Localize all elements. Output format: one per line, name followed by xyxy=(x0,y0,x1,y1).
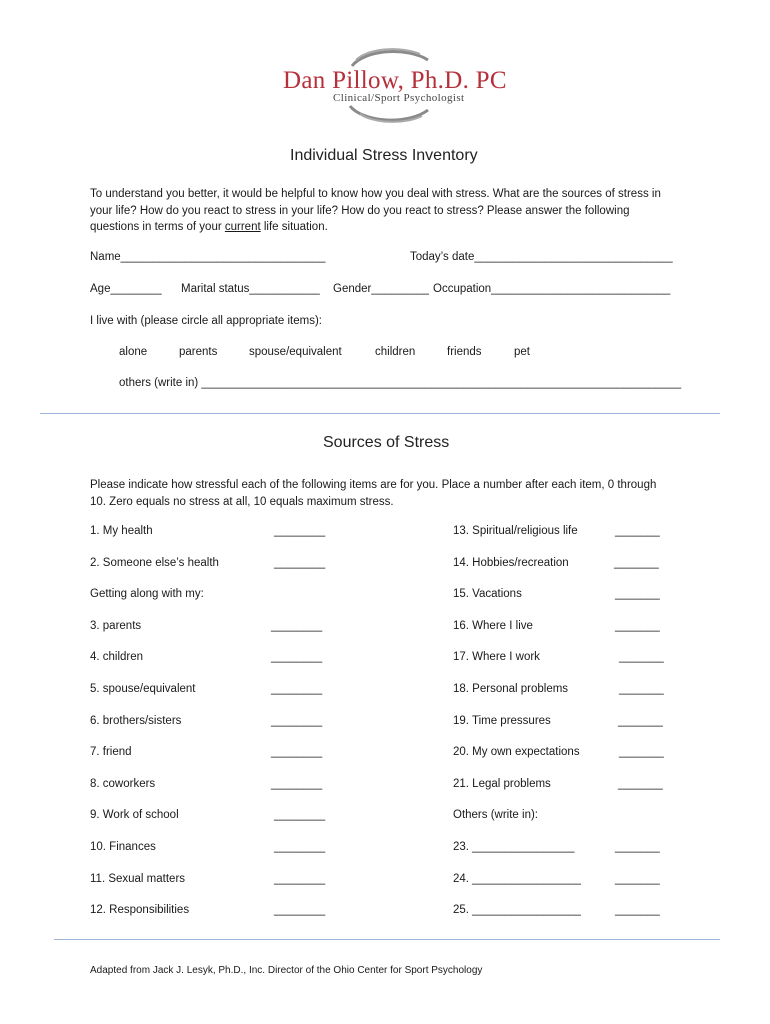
item-label: 20. My own expectations xyxy=(453,746,580,758)
rating-blank[interactable]: _______ xyxy=(615,841,660,853)
rating-blank[interactable]: _______ xyxy=(618,715,663,727)
rating-blank[interactable]: _______ xyxy=(615,904,660,916)
sources-title: Sources of Stress xyxy=(323,434,450,451)
rating-blank[interactable]: ________ xyxy=(271,715,323,727)
marital-status-field[interactable]: Marital status___________ xyxy=(181,283,320,295)
footer-credit: Adapted from Jack J. Lesyk, Ph.D., Inc. Director of the Ohio Center for Sport Psychology xyxy=(90,965,483,976)
live-with-option-friends[interactable]: friends xyxy=(447,346,482,358)
rating-blank[interactable]: ________ xyxy=(274,904,326,916)
rating-blank[interactable]: _______ xyxy=(619,746,664,758)
item-label: 3. parents xyxy=(90,620,142,632)
rating-blank[interactable]: _______ xyxy=(615,525,660,537)
gender-field[interactable]: Gender_________ xyxy=(333,283,429,295)
item-label: 18. Personal problems xyxy=(453,683,569,695)
rating-blank[interactable]: ________ xyxy=(271,683,323,695)
item-label: 7. friend xyxy=(90,746,132,758)
logo-subtitle: Clinical/Sport Psychologist xyxy=(333,92,465,104)
item-label: 12. Responsibilities xyxy=(90,904,190,916)
rating-blank[interactable]: ________ xyxy=(271,620,323,632)
item-label: 17. Where I work xyxy=(453,651,540,663)
rating-blank[interactable]: ________ xyxy=(274,873,326,885)
name-field[interactable]: Name________________________________ xyxy=(90,251,326,263)
item-label: 11. Sexual matters xyxy=(90,873,186,885)
intro-line-3 xyxy=(90,219,661,236)
rating-blank[interactable]: _______ xyxy=(619,651,664,663)
intro-paragraph xyxy=(90,186,661,236)
item-label: 4. children xyxy=(90,651,144,663)
write-in-item-field[interactable]: 24. _________________ xyxy=(453,873,581,885)
item-label: 5. spouse/equivalent xyxy=(90,683,196,695)
intro-underlined-word: current xyxy=(224,221,261,233)
occupation-field[interactable]: Occupation____________________________ xyxy=(433,283,671,295)
item-label: 16. Where I live xyxy=(453,620,533,632)
footer-divider xyxy=(54,939,720,940)
section-divider xyxy=(40,413,720,414)
live-with-option-spouse[interactable]: spouse/equivalent xyxy=(249,346,342,358)
live-with-option-alone[interactable]: alone xyxy=(119,346,148,358)
rating-blank[interactable]: ________ xyxy=(274,809,326,821)
item-label: 21. Legal problems xyxy=(453,778,551,790)
live-with-prompt: I live with (please circle all appropriate items): xyxy=(90,315,323,327)
instructions-line-1: Please indicate how stressful each of the following items are for you. Place a number after each item, 0 through xyxy=(90,479,657,491)
rating-blank[interactable]: ________ xyxy=(274,525,326,537)
others-write-in-field[interactable]: others (write in) ___________________________________________________________________________ xyxy=(119,377,682,389)
rating-blank[interactable]: ________ xyxy=(274,841,326,853)
item-label: 8. coworkers xyxy=(90,778,156,790)
item-label: 6. brothers/sisters xyxy=(90,715,182,727)
rating-blank[interactable]: _______ xyxy=(618,778,663,790)
rating-blank[interactable]: ________ xyxy=(271,778,323,790)
item-label: Getting along with my: xyxy=(90,588,204,600)
todays-date-field[interactable]: Today’s date_______________________________ xyxy=(410,251,673,263)
rating-blank[interactable]: _______ xyxy=(615,588,660,600)
live-with-option-pet[interactable]: pet xyxy=(514,346,530,358)
live-with-option-children[interactable]: children xyxy=(375,346,416,358)
sources-instructions xyxy=(90,477,656,510)
rating-blank[interactable]: _______ xyxy=(615,873,660,885)
item-label: 14. Hobbies/recreation xyxy=(453,557,569,569)
item-label: 9. Work of school xyxy=(90,809,179,821)
live-with-option-parents[interactable]: parents xyxy=(179,346,218,358)
rating-blank[interactable]: _______ xyxy=(615,620,660,632)
rating-blank[interactable]: ________ xyxy=(274,557,326,569)
intro-line-2: your life? How do you react to stress in your life? How do you react to stress? Please answer the following xyxy=(90,204,630,217)
write-in-item-field[interactable]: 23. ________________ xyxy=(453,841,575,853)
logo-name: Dan Pillow, Ph.D. PC xyxy=(283,67,507,94)
item-label: 19. Time pressures xyxy=(453,715,551,727)
intro-line-3-start: questions in terms of your xyxy=(90,221,225,233)
rating-blank[interactable]: _______ xyxy=(614,557,659,569)
rating-blank[interactable]: ________ xyxy=(271,651,323,663)
write-in-item-field[interactable]: 25. _________________ xyxy=(453,904,581,916)
instructions-line-2: 10. Zero equals no stress at all, 10 equals maximum stress. xyxy=(90,495,394,508)
rating-blank[interactable]: _______ xyxy=(619,683,664,695)
form-title: Individual Stress Inventory xyxy=(290,147,478,164)
rating-blank[interactable]: ________ xyxy=(271,746,323,758)
item-label: 1. My health xyxy=(90,525,153,537)
item-label: Others (write in): xyxy=(453,809,538,821)
intro-line-3-end: life situation. xyxy=(260,221,328,233)
item-label: 2. Someone else’s health xyxy=(90,557,219,569)
intro-line-1: To understand you better, it would be helpful to know how you deal with stress. What are the sources of stress in xyxy=(90,188,661,200)
age-field[interactable]: Age________ xyxy=(90,283,162,295)
item-label: 10. Finances xyxy=(90,841,156,853)
item-label: 15. Vacations xyxy=(453,588,522,600)
item-label: 13. Spiritual/religious life xyxy=(453,525,578,537)
